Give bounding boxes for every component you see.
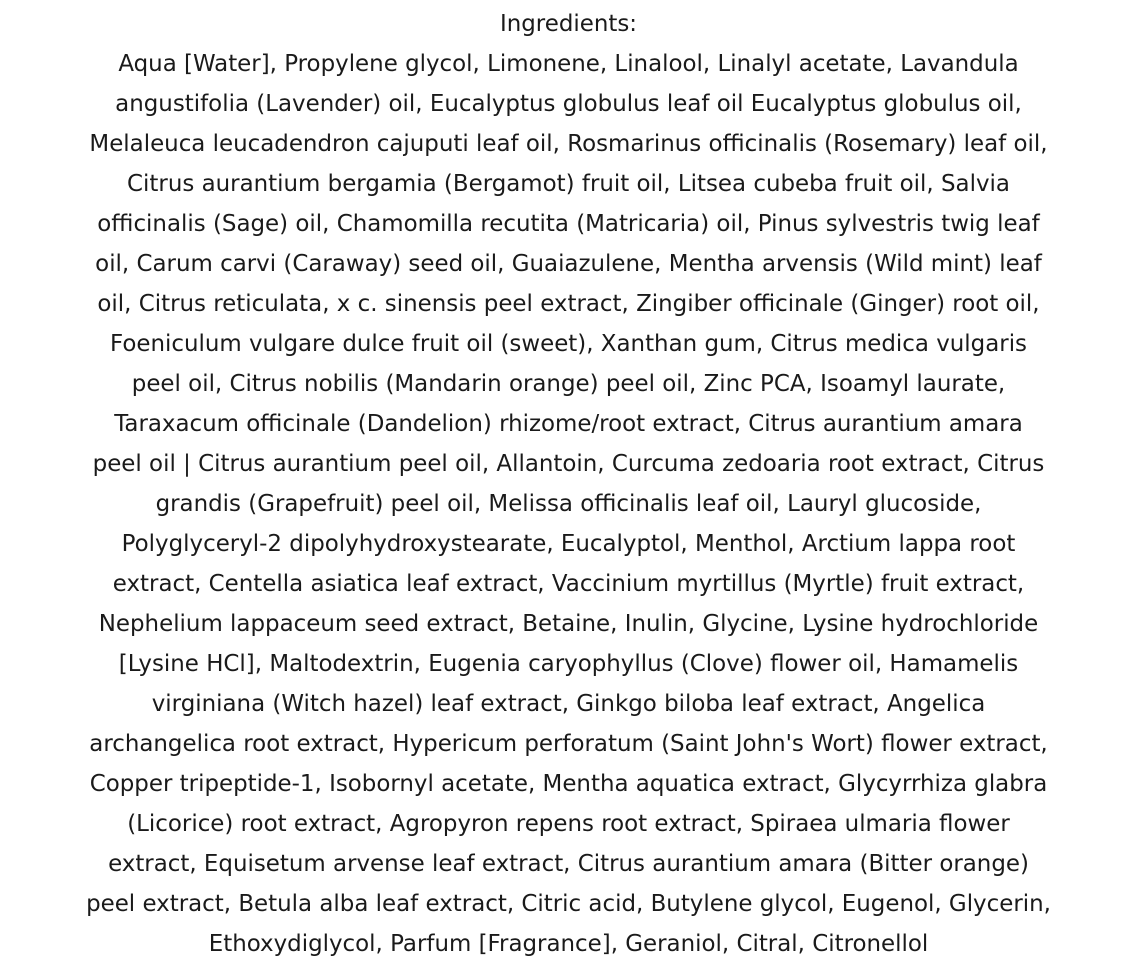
- ingredients-line: peel extract, Betula alba leaf extract, Citric acid, Butylene glycol, Eugenol, Glycerin,: [86, 891, 1051, 917]
- ingredients-line: Polyglyceryl-2 dipolyhydroxystearate, Eucalyptol, Menthol, Arctium lappa root: [121, 531, 1016, 557]
- ingredients-line: grandis (Grapefruit) peel oil, Melissa officinalis leaf oil, Lauryl glucoside,: [155, 491, 982, 517]
- ingredients-line: Nephelium lappaceum seed extract, Betaine, Inulin, Glycine, Lysine hydrochloride: [98, 611, 1039, 637]
- ingredients-line: Citrus aurantium bergamia (Bergamot) fruit oil, Litsea cubeba fruit oil, Salvia: [127, 171, 1010, 197]
- ingredients-line: Ethoxydiglycol, Parfum [Fragrance], Geraniol, Citral, Citronellol: [208, 931, 929, 957]
- ingredients-line: (Licorice) root extract, Agropyron repens root extract, Spiraea ulmaria flower: [127, 811, 1010, 837]
- ingredients-heading: Ingredients:: [499, 11, 638, 37]
- ingredients-line: Melaleuca leucadendron cajuputi leaf oil, Rosmarinus officinalis (Rosemary) leaf oil,: [89, 131, 1048, 157]
- ingredients-label: [0, 4, 1137, 964]
- ingredients-line: Foeniculum vulgare dulce fruit oil (sweet), Xanthan gum, Citrus medica vulgaris: [109, 331, 1028, 357]
- ingredients-line: peel oil, Citrus nobilis (Mandarin orange) peel oil, Zinc PCA, Isoamyl laurate,: [131, 371, 1006, 397]
- ingredients-line: extract, Centella asiatica leaf extract, Vaccinium myrtillus (Myrtle) fruit extract,: [112, 571, 1025, 597]
- ingredients-line: angustifolia (Lavender) oil, Eucalyptus globulus leaf oil Eucalyptus globulus oil,: [115, 91, 1022, 117]
- ingredients-line: officinalis (Sage) oil, Chamomilla recutita (Matricaria) oil, Pinus sylvestris twig leaf: [97, 211, 1040, 237]
- ingredients-line: extract, Equisetum arvense leaf extract, Citrus aurantium amara (Bitter orange): [108, 851, 1029, 877]
- ingredients-line: archangelica root extract, Hypericum perforatum (Saint John's Wort) flower extract,: [89, 731, 1048, 757]
- ingredients-line: Aqua [Water], Propylene glycol, Limonene, Linalool, Linalyl acetate, Lavandula: [118, 51, 1019, 77]
- ingredients-line: Copper tripeptide-1, Isobornyl acetate, Mentha aquatica extract, Glycyrrhiza glabra: [89, 771, 1048, 797]
- ingredients-line: oil, Carum carvi (Caraway) seed oil, Guaiazulene, Mentha arvensis (Wild mint) leaf: [95, 251, 1042, 277]
- ingredients-line: oil, Citrus reticulata, x c. sinensis peel extract, Zingiber officinale (Ginger) root oil,: [97, 291, 1040, 317]
- ingredients-line: peel oil | Citrus aurantium peel oil, Allantoin, Curcuma zedoaria root extract, Citrus: [92, 451, 1045, 477]
- ingredients-line: [Lysine HCl], Maltodextrin, Eugenia caryophyllus (Clove) flower oil, Hamamelis: [118, 651, 1019, 677]
- ingredients-line: virginiana (Witch hazel) leaf extract, Ginkgo biloba leaf extract, Angelica: [151, 691, 986, 717]
- ingredients-line: Taraxacum officinale (Dandelion) rhizome/root extract, Citrus aurantium amara: [114, 411, 1023, 437]
